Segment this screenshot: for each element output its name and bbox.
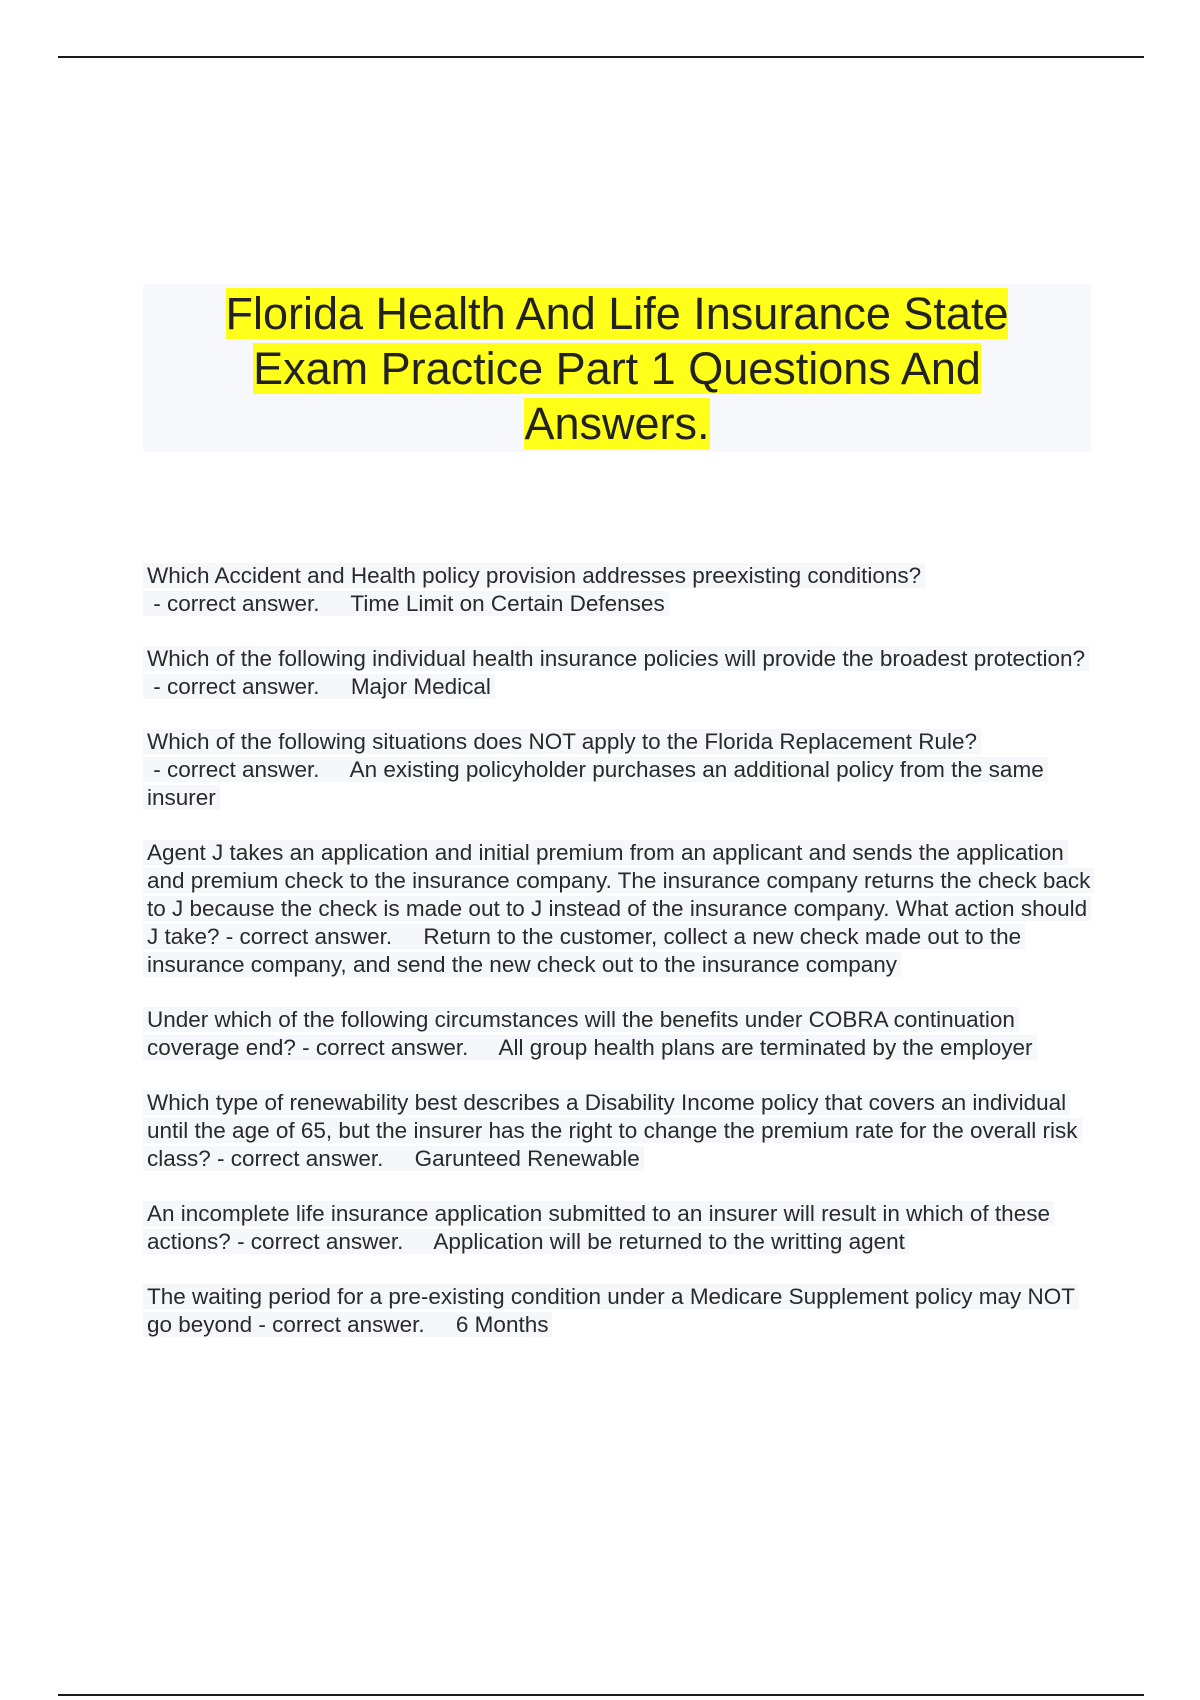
answer-separator: - correct answer.: [219, 924, 424, 949]
qa-shade: [143, 646, 1089, 699]
question-text: Which type of renewability best describes a Disability Income policy that covers an individual until the age of 65, but the insurer has the right to change the premium rate for the overall risk class?: [147, 1090, 1078, 1171]
question-text: Under which of the following circumstances will the benefits under COBRA continuation coverage end?: [147, 1007, 1015, 1060]
answer-separator: - correct answer.: [147, 591, 351, 616]
qa-shade: [143, 729, 1048, 810]
title-block: [143, 284, 1091, 452]
answer-text: All group health plans are terminated by the employer: [498, 1035, 1033, 1060]
answer-text: Application will be returned to the writting agent: [433, 1229, 905, 1254]
answer-separator: - correct answer.: [147, 757, 350, 782]
qa-item: [143, 1200, 1103, 1256]
question-text: Which of the following situations does NOT apply to the Florida Replacement Rule?: [147, 729, 978, 754]
answer-separator: - correct answer.: [147, 674, 351, 699]
question-text: Which Accident and Health policy provision addresses preexisting conditions?: [147, 563, 922, 588]
question-text: Which of the following individual health insurance policies will provide the broadest protection?: [147, 646, 1086, 671]
answer-text: Time Limit on Certain Defenses: [350, 591, 665, 616]
answer-separator: - correct answer.: [230, 1229, 434, 1254]
qa-item: [143, 1283, 1103, 1339]
qa-shade: [143, 840, 1094, 977]
qa-shade: [143, 1284, 1079, 1337]
answer-separator: - correct answer.: [252, 1312, 456, 1337]
answer-separator: - correct answer.: [295, 1035, 499, 1060]
qa-shade: [143, 1090, 1082, 1171]
title-container: [187, 286, 1047, 451]
qa-shade: [143, 1201, 1054, 1254]
qa-list: [143, 562, 1103, 1366]
question-text: Agent J takes an application and initial premium from an applicant and sends the application and premium check to the insurance company. The insurance company returns the check back to J because the check is made out to J instead of the insurance company. What action should J take?: [147, 840, 1091, 949]
bottom-rule: [58, 1694, 1144, 1696]
answer-text: Major Medical: [350, 674, 491, 699]
answer-text: An existing policyholder purchases an additional policy from the same insurer: [147, 757, 1044, 810]
answer-text: 6 Months: [455, 1312, 549, 1337]
qa-item: [143, 1089, 1103, 1173]
qa-item: [143, 728, 1103, 812]
qa-shade: [143, 1007, 1037, 1060]
qa-item: [143, 1006, 1103, 1062]
question-text: The waiting period for a pre-existing condition under a Medicare Supplement policy may NOT go beyond: [147, 1284, 1075, 1337]
answer-text: Garunteed Renewable: [414, 1146, 640, 1171]
answer-text: Return to the customer, collect a new check made out to the insurance company, and send the new check out to the insurance company: [147, 924, 1022, 977]
qa-item: [143, 645, 1103, 701]
qa-shade: [143, 563, 925, 616]
question-text: An incomplete life insurance application submitted to an insurer will result in which of these actions?: [147, 1201, 1050, 1254]
document-title: Florida Health And Life Insurance State Exam Practice Part 1 Questions And Answers.: [225, 288, 1009, 449]
answer-separator: - correct answer.: [210, 1146, 415, 1171]
qa-item: [143, 562, 1103, 618]
qa-item: [143, 839, 1103, 979]
top-rule: [58, 56, 1144, 58]
